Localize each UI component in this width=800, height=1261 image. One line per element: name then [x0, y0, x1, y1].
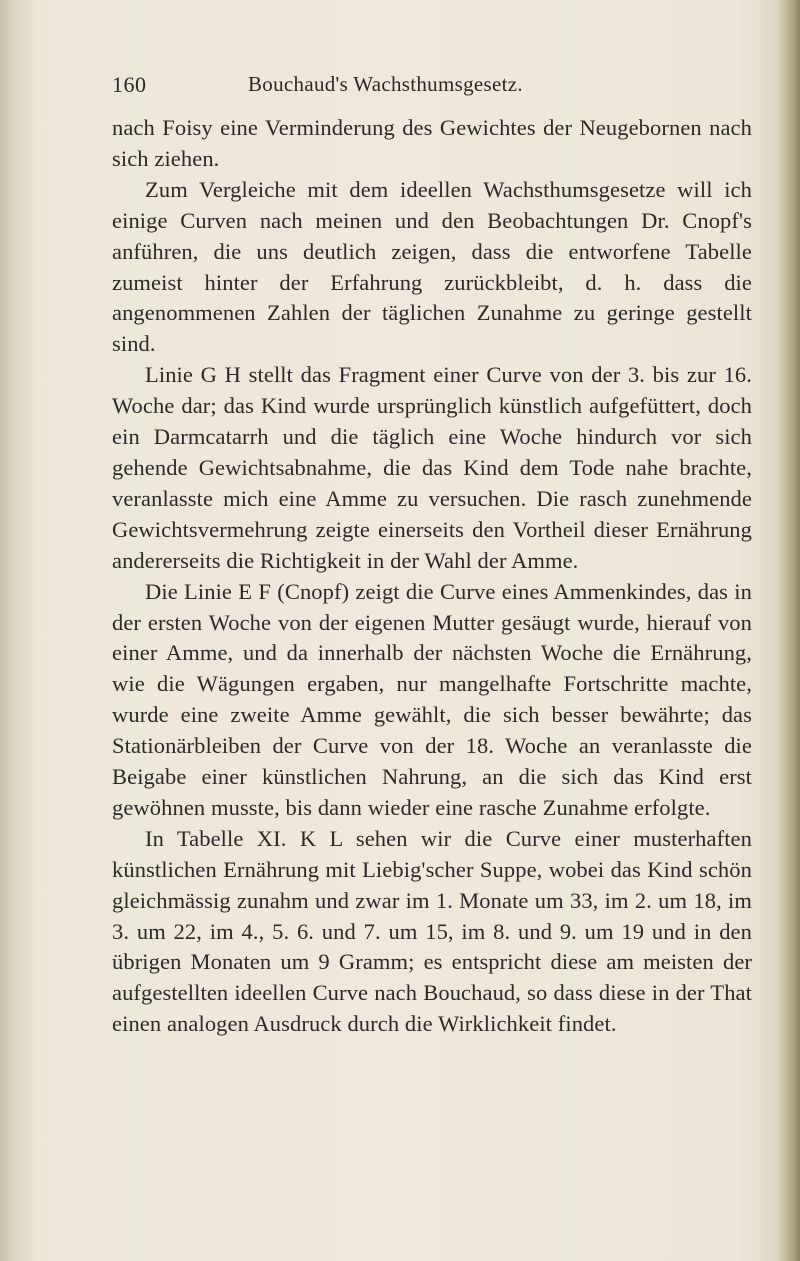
- page-header: [112, 72, 732, 102]
- paragraph-table-xi: In Tabelle XI. K L sehen wir die Curve einer musterhaften künstlichen Ernährung mit Liebig'scher Suppe, wobei das Kind schön gleichmässig zunahm und zwar im 1. Monate um 33, im 2. um 18, im 3. um 22, im 4., 5. 6. und 7. um 15, im 8. und 9. um 19 und in den übrigen Monaten um 9 Gramm; es entspricht diese am meisten der aufgestellten ideellen Curve nach Bouchaud, so dass diese in der That einen analogen Ausdruck durch die Wirklichkeit findet.: [112, 825, 752, 1037]
- running-title: Bouchaud's Wachsthumsgesetz.: [248, 72, 523, 96]
- paragraph-line-gh: Linie G H stellt das Fragment einer Curve von der 3. bis zur 16. Woche dar; das Kind wurde ursprünglich künstlich aufgefüttert, doch ein Darmcatarrh und die täglich eine Woche hindurch vor sich gehende Gewichtsabnahme, die das Kind dem Tode nahe brachte, veranlasste mich eine Amme zu versuchen. Die rasch zunehmende Gewichtsvermehrung zeigte einerseits den Vortheil dieser Ernährung andererseits die Richtigkeit in der Wahl der Amme.: [112, 362, 752, 573]
- page-right-edge: [776, 0, 800, 1261]
- paragraph-continuation: nach Foisy eine Verminderung des Gewichtes der Neugebornen nach sich ziehen.: [112, 115, 752, 171]
- body-text: [112, 113, 752, 1040]
- paragraph-line-ef: Die Linie E F (Cnopf) zeigt die Curve eines Ammenkindes, das in der ersten Woche von der eigenen Mutter gesäugt wurde, hierauf von einer Amme, und da innerhalb der nächsten Woche die Ernährung, wie die Wägungen ergaben, nur mangelhafte Fortschritte machte, wurde eine zweite Amme gewählt, die sich besser bewährte; das Stationärbleiben der Curve von der 18. Woche an veranlasste die Beigabe einer künstlichen Nahrung, an die sich das Kind erst gewöhnen musste, bis dann wieder eine rasche Zunahme erfolgte.: [112, 578, 752, 820]
- page-left-shadow: [0, 0, 36, 1261]
- paragraph-comparison: Zum Vergleiche mit dem ideellen Wachsthumsgesetze will ich einige Curven nach meinen und den Beobachtungen Dr. Cnopf's anführen, die uns deutlich zeigen, dass die entworfene Tabelle zumeist hinter der Erfahrung zurückbleibt, d. h. dass die angenommenen Zahlen der täglichen Zunahme zu geringe gestellt sind.: [112, 176, 752, 357]
- page-number: 160: [112, 72, 147, 97]
